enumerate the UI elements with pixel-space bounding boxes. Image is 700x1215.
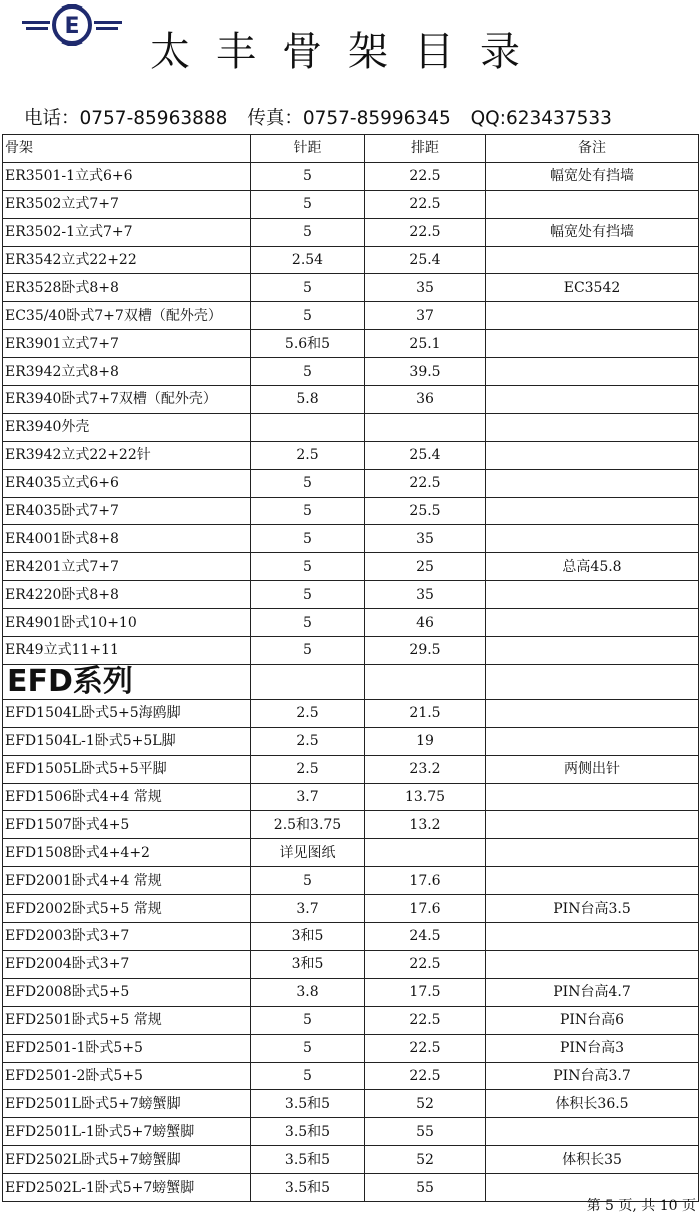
cell-bobbin: EFD2003卧式3+7 [3,923,251,951]
cell-bobbin: ER3502立式7+7 [3,190,251,218]
cell-pin-pitch: 5.8 [251,386,365,414]
cell-bobbin: EFD2001卧式4+4 常规 [3,867,251,895]
cell-bobbin: EC35/40卧式7+7双槽（配外壳） [3,302,251,330]
cell-pin-pitch: 5 [251,553,365,581]
cell-bobbin: EFD2501卧式5+5 常规 [3,1006,251,1034]
cell-remark [486,358,699,386]
section-empty-cell [486,664,699,699]
section-empty-cell [365,664,486,699]
cell-row-pitch: 25.5 [365,497,486,525]
cell-pin-pitch: 5 [251,867,365,895]
cell-row-pitch [365,413,486,441]
table-row [3,330,699,358]
cell-bobbin: ER3501-1立式6+6 [3,162,251,190]
cell-pin-pitch [251,413,365,441]
cell-row-pitch: 29.5 [365,637,486,665]
cell-bobbin: ER3542立式22+22 [3,246,251,274]
section-empty-cell [251,664,365,699]
cell-pin-pitch: 5 [251,525,365,553]
cell-pin-pitch: 5 [251,162,365,190]
cell-remark: PIN台高3 [486,1034,699,1062]
table-row [3,162,699,190]
cell-remark [486,923,699,951]
cell-pin-pitch: 3和5 [251,950,365,978]
contact-info [24,104,626,130]
cell-bobbin: EFD2501L-1卧式5+7螃蟹脚 [3,1118,251,1146]
cell-row-pitch: 22.5 [365,1006,486,1034]
cell-bobbin: ER4201立式7+7 [3,553,251,581]
table-row [3,978,699,1006]
phone-number: 电话：0757-85963888 [24,108,228,129]
cell-bobbin: EFD2502L-1卧式5+7螃蟹脚 [3,1174,251,1202]
table-row [3,1006,699,1034]
cell-remark [486,727,699,755]
cell-remark: 体积长36.5 [486,1090,699,1118]
cell-row-pitch [365,839,486,867]
cell-pin-pitch: 3和5 [251,923,365,951]
cell-pin-pitch: 5 [251,1006,365,1034]
table-row [3,441,699,469]
cell-row-pitch: 17.6 [365,895,486,923]
cell-remark: 幅宽处有挡墙 [486,218,699,246]
table-row [3,525,699,553]
bobbin-catalog-table [2,134,699,1202]
cell-row-pitch: 22.5 [365,190,486,218]
cell-pin-pitch: 5 [251,358,365,386]
cell-bobbin: EFD2004卧式3+7 [3,950,251,978]
cell-pin-pitch: 2.5 [251,699,365,727]
table-row [3,1034,699,1062]
cell-remark [486,190,699,218]
cell-remark [486,609,699,637]
cell-row-pitch: 55 [365,1118,486,1146]
cell-row-pitch: 13.75 [365,783,486,811]
cell-remark: 备注 [486,135,699,163]
section-row-efd [3,664,699,699]
cell-pin-pitch: 5 [251,469,365,497]
cell-bobbin: ER49立式11+11 [3,637,251,665]
cell-bobbin: EFD2501-1卧式5+5 [3,1034,251,1062]
cell-remark [486,469,699,497]
cell-remark [486,525,699,553]
cell-remark [486,413,699,441]
cell-pin-pitch: 5 [251,190,365,218]
cell-row-pitch: 22.5 [365,162,486,190]
table-row [3,274,699,302]
cell-remark: PIN台高4.7 [486,978,699,1006]
table-row [3,923,699,951]
cell-row-pitch: 46 [365,609,486,637]
cell-remark: PIN台高3.7 [486,1062,699,1090]
cell-pin-pitch: 5 [251,218,365,246]
table-row [3,755,699,783]
cell-remark [486,699,699,727]
table-row [3,950,699,978]
cell-row-pitch: 52 [365,1146,486,1174]
table-row [3,413,699,441]
table-row [3,302,699,330]
cell-bobbin: EFD1504L-1卧式5+5L脚 [3,727,251,755]
cell-remark: 两侧出针 [486,755,699,783]
cell-bobbin: ER3942立式22+22针 [3,441,251,469]
cell-remark: PIN台高6 [486,1006,699,1034]
cell-bobbin: ER3940卧式7+7双槽（配外壳） [3,386,251,414]
cell-remark [486,637,699,665]
table-row [3,469,699,497]
cell-row-pitch: 35 [365,274,486,302]
cell-bobbin: EFD1505L卧式5+5平脚 [3,755,251,783]
svg-text:E: E [64,14,80,39]
cell-remark [486,386,699,414]
cell-row-pitch: 17.5 [365,978,486,1006]
cell-remark [486,441,699,469]
cell-pin-pitch: 3.7 [251,895,365,923]
cell-remark [486,839,699,867]
cell-bobbin: EFD2501-2卧式5+5 [3,1062,251,1090]
cell-row-pitch: 21.5 [365,699,486,727]
cell-remark [486,581,699,609]
table-row [3,727,699,755]
cell-row-pitch: 25.1 [365,330,486,358]
cell-pin-pitch: 3.5和5 [251,1118,365,1146]
page-title: 太丰骨架目录 [150,29,546,75]
cell-pin-pitch: 2.5和3.75 [251,811,365,839]
cell-pin-pitch: 5 [251,581,365,609]
cell-row-pitch: 19 [365,727,486,755]
fax-number: 传真：0757-85996345 [247,108,451,129]
cell-row-pitch: 35 [365,525,486,553]
cell-pin-pitch: 3.5和5 [251,1146,365,1174]
cell-pin-pitch: 5 [251,637,365,665]
cell-row-pitch: 22.5 [365,218,486,246]
page-footer: 第 5 页, 共 10 页 [586,1198,696,1214]
cell-row-pitch: 37 [365,302,486,330]
cell-row-pitch: 22.5 [365,950,486,978]
cell-remark: 总高45.8 [486,553,699,581]
table-row [3,811,699,839]
cell-remark [486,867,699,895]
cell-bobbin: ER3502-1立式7+7 [3,218,251,246]
table-row [3,609,699,637]
cell-pin-pitch: 2.5 [251,755,365,783]
cell-bobbin: EFD1504L卧式5+5海鸥脚 [3,699,251,727]
cell-row-pitch: 25 [365,553,486,581]
cell-row-pitch: 排距 [365,135,486,163]
cell-pin-pitch: 2.5 [251,441,365,469]
cell-remark [486,330,699,358]
table-row [3,1118,699,1146]
cell-bobbin: EFD2008卧式5+5 [3,978,251,1006]
table-row [3,553,699,581]
table-row [3,358,699,386]
cell-bobbin: ER3901立式7+7 [3,330,251,358]
table-row [3,1146,699,1174]
cell-bobbin: ER3942立式8+8 [3,358,251,386]
cell-bobbin: ER4220卧式8+8 [3,581,251,609]
cell-row-pitch: 17.6 [365,867,486,895]
table-row [3,783,699,811]
cell-pin-pitch: 针距 [251,135,365,163]
cell-remark [486,246,699,274]
cell-bobbin: EFD2002卧式5+5 常规 [3,895,251,923]
cell-row-pitch: 55 [365,1174,486,1202]
cell-pin-pitch: 3.8 [251,978,365,1006]
cell-pin-pitch: 5 [251,1062,365,1090]
cell-pin-pitch: 5 [251,609,365,637]
cell-row-pitch: 39.5 [365,358,486,386]
table-row [3,839,699,867]
cell-bobbin: EFD2502L卧式5+7螃蟹脚 [3,1146,251,1174]
cell-bobbin: ER4001卧式8+8 [3,525,251,553]
cell-row-pitch: 35 [365,581,486,609]
cell-pin-pitch: 3.7 [251,783,365,811]
cell-remark [486,497,699,525]
table-row [3,190,699,218]
cell-row-pitch: 13.2 [365,811,486,839]
cell-pin-pitch: 5 [251,497,365,525]
cell-pin-pitch: 5 [251,274,365,302]
cell-bobbin: ER4035卧式7+7 [3,497,251,525]
table-row [3,386,699,414]
cell-pin-pitch: 5 [251,302,365,330]
cell-remark [486,950,699,978]
table-row [3,637,699,665]
cell-pin-pitch: 5.6和5 [251,330,365,358]
cell-pin-pitch: 2.54 [251,246,365,274]
table-row [3,1090,699,1118]
table-row [3,581,699,609]
table-row [3,699,699,727]
cell-row-pitch: 23.2 [365,755,486,783]
cell-bobbin: 骨架 [3,135,251,163]
cell-bobbin: ER3940外壳 [3,413,251,441]
cell-pin-pitch: 3.5和5 [251,1090,365,1118]
cell-bobbin: EFD1506卧式4+4 常规 [3,783,251,811]
cell-bobbin: ER3528卧式8+8 [3,274,251,302]
section-title: EFD系列 [3,664,251,699]
cell-remark: PIN台高3.5 [486,895,699,923]
qq-number: QQ:623437533 [470,108,612,129]
table-row [3,246,699,274]
table-row [3,497,699,525]
cell-bobbin: EFD2501L卧式5+7螃蟹脚 [3,1090,251,1118]
cell-row-pitch: 25.4 [365,441,486,469]
cell-bobbin: EFD1507卧式4+5 [3,811,251,839]
cell-row-pitch: 24.5 [365,923,486,951]
cell-remark [486,811,699,839]
cell-remark [486,302,699,330]
cell-bobbin: ER4901卧式10+10 [3,609,251,637]
cell-pin-pitch: 详见图纸 [251,839,365,867]
cell-pin-pitch: 3.5和5 [251,1174,365,1202]
cell-pin-pitch: 2.5 [251,727,365,755]
table-row [3,867,699,895]
cell-bobbin: ER4035立式6+6 [3,469,251,497]
cell-row-pitch: 22.5 [365,1034,486,1062]
table-row [3,218,699,246]
cell-remark [486,1118,699,1146]
cell-row-pitch: 52 [365,1090,486,1118]
table-row [3,895,699,923]
table-row [3,1062,699,1090]
cell-row-pitch: 36 [365,386,486,414]
table-header-row [3,135,699,163]
logo-emblem-icon [22,4,122,46]
cell-remark: 体积长35 [486,1146,699,1174]
company-logo [22,4,122,46]
cell-remark: EC3542 [486,274,699,302]
cell-remark: 幅宽处有挡墙 [486,162,699,190]
cell-remark [486,783,699,811]
cell-row-pitch: 25.4 [365,246,486,274]
cell-pin-pitch: 5 [251,1034,365,1062]
cell-bobbin: EFD1508卧式4+4+2 [3,839,251,867]
cell-row-pitch: 22.5 [365,469,486,497]
cell-row-pitch: 22.5 [365,1062,486,1090]
